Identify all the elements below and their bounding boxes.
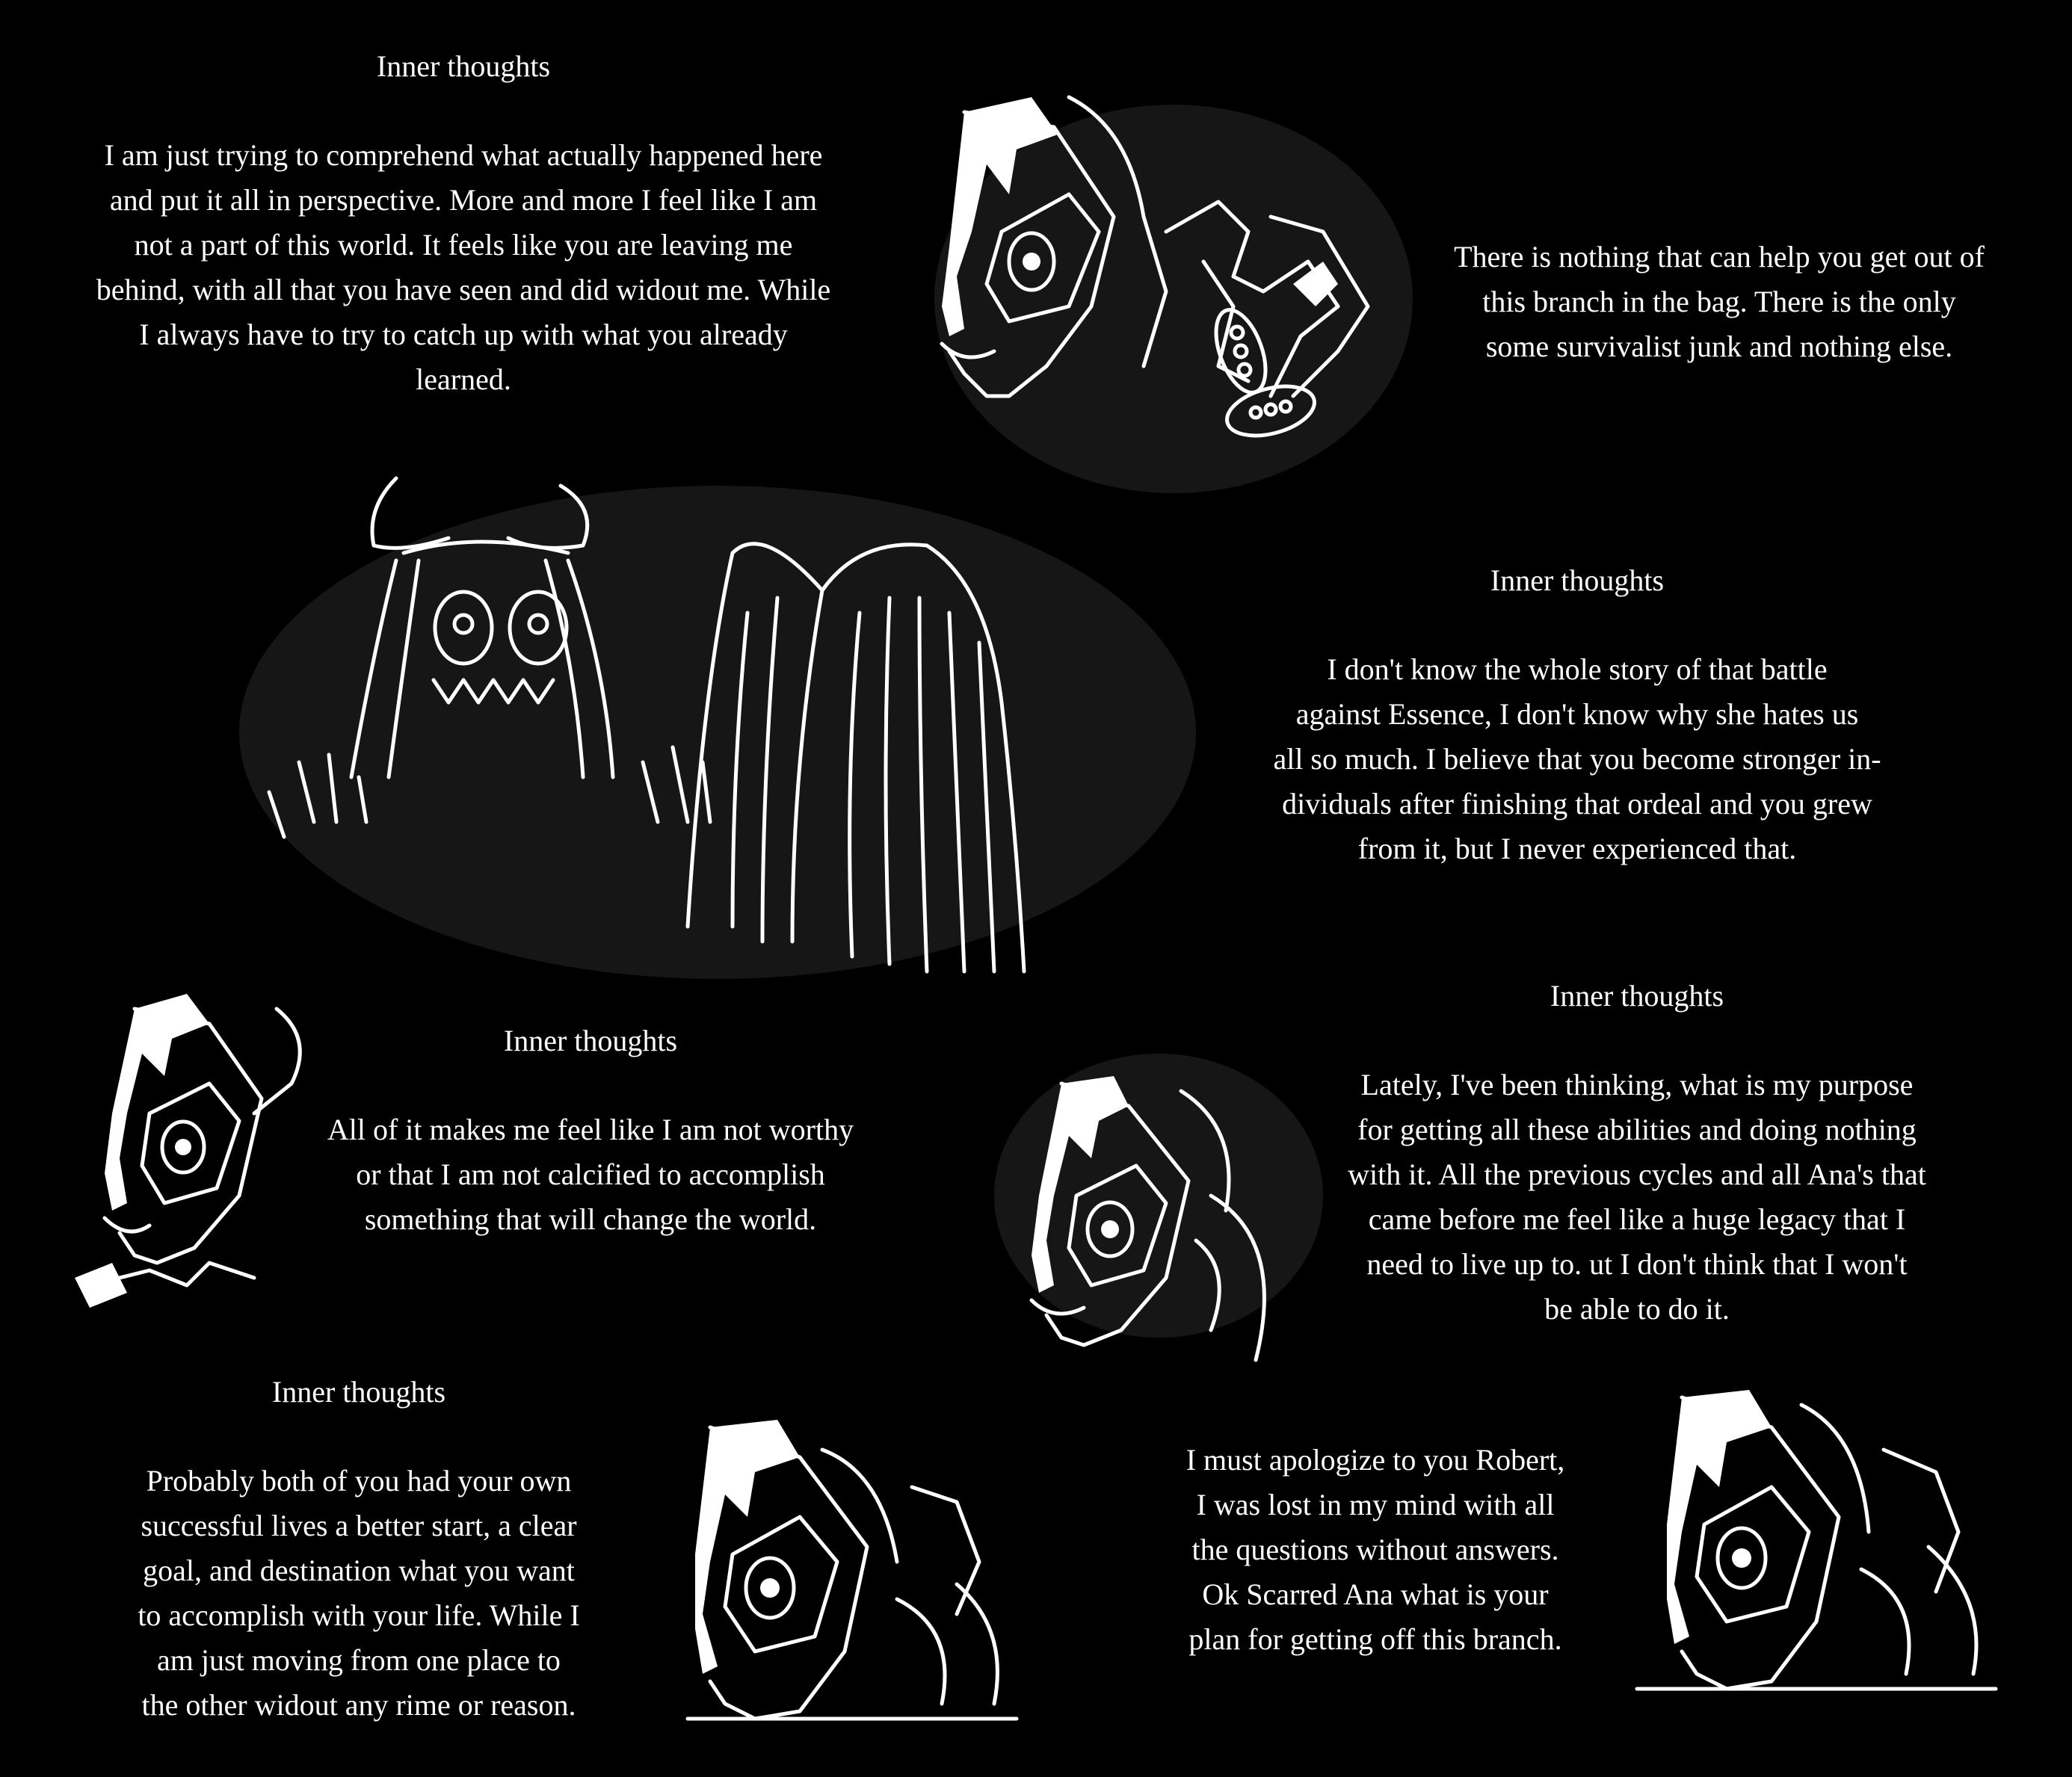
- panel-top-left: [22, 45, 904, 402]
- ana-masked-character-icon: [1622, 1375, 2011, 1704]
- panel-top-right: [1390, 235, 2048, 369]
- panel-heading: Inner thoughts: [1550, 979, 1724, 1013]
- panel-heading: Inner thoughts: [1490, 563, 1665, 597]
- panel-text: All of it makes me feel like I am not worthy or that I am not calcified to accomplish something that will change the world.: [327, 1113, 854, 1236]
- panel-text: I am just trying to comprehend what actually happened here and put it all in perspective. More and more I feel like I am not a part of this world. It feels like you are leaving me behind, with all that you have seen and did widout me. While I always have to try to catch up with what you already learned.: [96, 138, 831, 396]
- panel-text: I must apologize to you Robert, I was lost in my mind with all the questions without answers. Ok Scarred Ana what is your plan for getting off this branch.: [1185, 1443, 1565, 1656]
- panel-middle-left: [277, 1019, 904, 1242]
- panel-text: Probably both of you had your own successful lives a better start, a clear goal, and destination what you want to accomplish with your life. While I am just moving from one place to the other widout any rime or reason.: [138, 1464, 580, 1722]
- creature-pair-icon: [224, 463, 1196, 1001]
- panel-heading: Inner thoughts: [503, 1024, 678, 1057]
- ana-masked-character-icon: [673, 1405, 1032, 1734]
- ana-masked-character-icon: [919, 82, 1405, 501]
- panel-bottom-left: [75, 1370, 643, 1728]
- ana-masked-character-icon: [972, 1046, 1316, 1367]
- panel-text: I don't know the whole story of that battle against Essence, I don't know why she hates us all so much. I believe that you become stronger in- dividuals after finishing that ordeal and you grew from it, but I never experienced that.: [1273, 652, 1881, 865]
- panel-heading: Inner thoughts: [271, 1375, 446, 1409]
- panel-middle-right: [1203, 559, 1951, 871]
- panel-text: There is nothing that can help you get out of this branch in the bag. There is the only some survivalist junk and nothing else.: [1454, 240, 1985, 363]
- ana-masked-character-icon: [60, 979, 329, 1315]
- panel-bottom-right: [1136, 1438, 1615, 1662]
- panel-text: Lately, I've been thinking, what is my purpose for getting all these abilities and doing nothing with it. All the previous cycles and all Ana's that came before me feel like a huge legacy that I need to live up to. ut I don't think that I won't be able to do it.: [1348, 1068, 1926, 1326]
- panel-lower-right: [1271, 974, 2003, 1332]
- panel-heading: Inner thoughts: [376, 49, 551, 83]
